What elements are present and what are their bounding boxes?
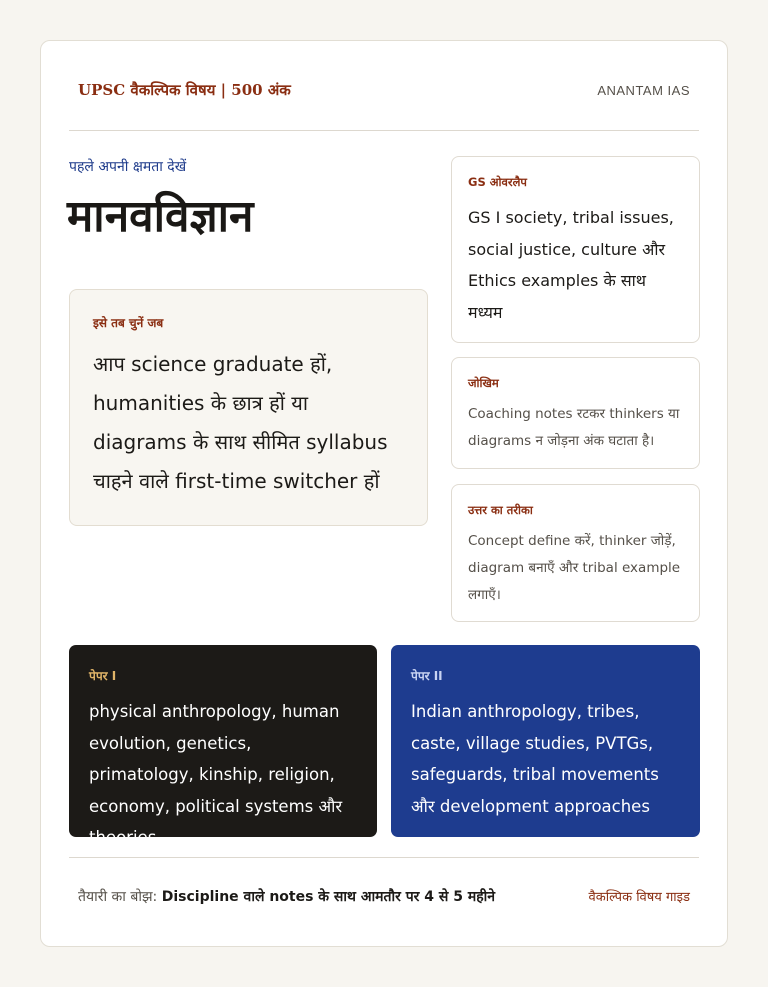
prep-load-value: Discipline वाले notes के साथ आमतौर पर 4 से 5 महीने	[161, 888, 496, 905]
header	[78, 79, 690, 101]
risk-card	[451, 357, 700, 469]
paper-1-text: physical anthropology, human evolution, genetics, primatology, kinship, religion, economy, political systems और theories	[89, 702, 343, 848]
risk-label: जोखिम	[468, 376, 499, 390]
bottom-divider	[69, 857, 699, 858]
choose-when-label: इसे तब चुनें जब	[93, 316, 164, 330]
paper-1-label: पेपर I	[89, 669, 117, 683]
page-title: मानवविज्ञान	[67, 191, 254, 242]
answer-method-label: उत्तर का तरीका	[468, 503, 533, 517]
paper-2-text: Indian anthropology, tribes, caste, village studies, PVTGs, safeguards, tribal movements और development approaches	[411, 702, 659, 816]
guide-label: वैकल्पिक विषय गाइड	[588, 890, 690, 905]
footer	[78, 885, 690, 907]
answer-method-card	[451, 484, 700, 622]
paper-1-card	[69, 645, 377, 848]
gs-overlap-card	[451, 156, 700, 343]
prep-load-label: तैयारी का बोझ:	[78, 888, 158, 905]
answer-method-text: Concept define करें, thinker जोड़ें, diagram बनाएँ और tribal example लगाएँ।	[468, 533, 681, 603]
exam-tagline: UPSC वैकल्पिक विषय | 500 अंक	[78, 81, 291, 99]
choose-when-box	[69, 289, 428, 526]
kicker: पहले अपनी क्षमता देखें	[69, 159, 187, 175]
choose-when-text: आप science graduate हों, humanities के छात्र हों या diagrams के साथ सीमित syllabus चाहने वाले first-time switcher हों	[93, 352, 388, 493]
paper-2-card	[391, 645, 700, 837]
paper-2-label: पेपर II	[411, 669, 443, 683]
risk-text: Coaching notes रटकर thinkers या diagrams न जोड़ना अंक घटाता है।	[468, 406, 680, 449]
gs-overlap-text: GS I society, tribal issues, social justice, culture और Ethics examples के साथ मध्यम	[468, 208, 674, 322]
guide-card	[40, 40, 728, 947]
prep-load	[78, 887, 495, 906]
gs-overlap-label: GS ओवरलैप	[468, 175, 527, 189]
brand-name: ANANTAM IAS	[597, 82, 690, 98]
top-divider	[69, 130, 699, 131]
